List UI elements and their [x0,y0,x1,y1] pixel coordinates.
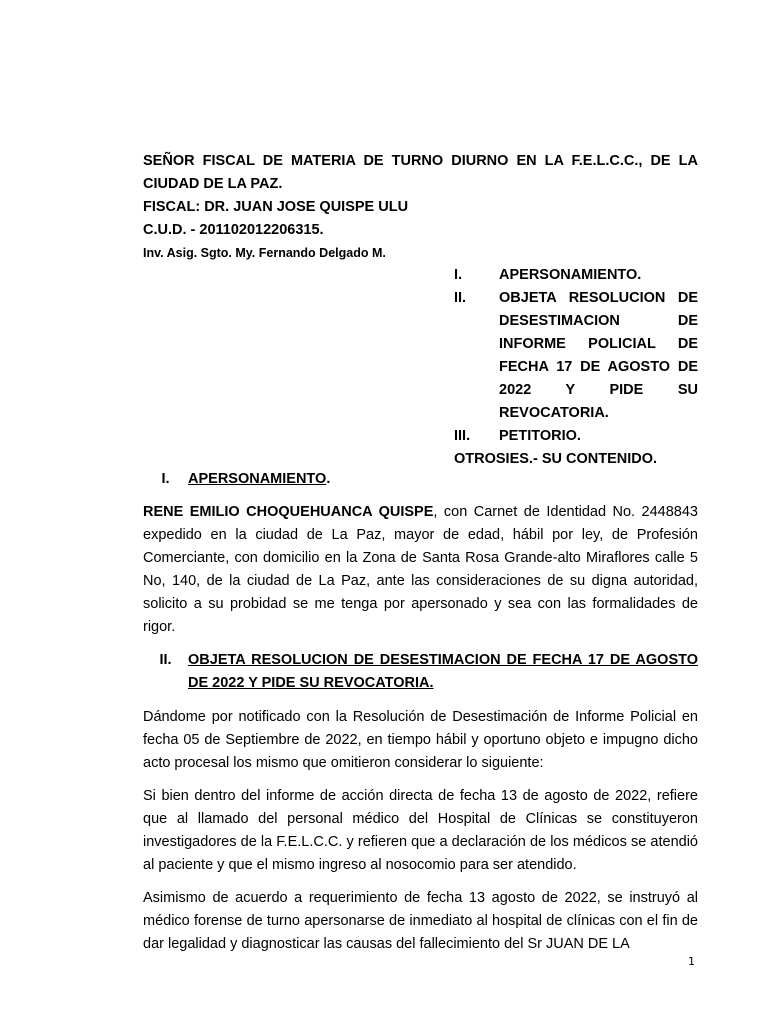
paragraph-apersonamiento [143,501,698,639]
section-title-wrap: APERSONAMIENTO. [188,471,331,487]
section-number: I. [161,471,170,487]
paragraph-informe: Si bien dentro del informe de acción directa de fecha 13 de agosto de 2022, refiere que al llamado del personal médico del Hospital de Clínicas se constituyeron investigadores de la F.E.L.C.C. y refieren que a declaración de los médicos se atendió al paciente y que el mismo ingreso al nosocomio para ser atendido. [143,788,698,873]
otrosies-line: OTROSIES.- SU CONTENIDO. [454,451,658,467]
investigator-line: Inv. Asig. Sgto. My. Fernando Delgado M. [143,246,386,260]
paragraph-notificado: Dándome por notificado con la Resolución de Desestimación de Informe Policial en fecha 05 de Septiembre de 2022, en tiempo hábil y oportuno objeto e impugno dicho acto procesal los mismo que omitieron considerar lo siguiente: [143,709,698,771]
cud-number: C.U.D. - 201102012206315. [143,222,324,238]
summary-item-text: PETITORIO. [499,428,581,444]
summary-item [454,287,698,425]
summary-item-number: III. [454,428,471,444]
section-heading-objeta [143,649,698,695]
addressee-line-2: CIUDAD DE LA PAZ. [143,176,283,192]
addressee-line-1: SEÑOR FISCAL DE MATERIA DE TURNO DIURNO EN LA F.E.L.C.C., DE LA [143,153,698,169]
section-title: OBJETA RESOLUCION DE DESESTIMACION DE FECHA 17 DE AGOSTO DE 2022 Y PIDE SU REVOCATORIA. [188,652,698,691]
summary-item-text: APERSONAMIENTO. [499,267,642,283]
petitioner-name: RENE EMILIO CHOQUEHUANCA QUISPE [143,504,434,520]
fiscal-name: FISCAL: DR. JUAN JOSE QUISPE ULU [143,199,409,215]
section-title: APERSONAMIENTO [188,471,327,487]
section-number: II. [159,652,172,668]
paragraph-text: , con Carnet de Identidad No. 2448843 expedido en la ciudad de La Paz, mayor de edad, hábil por ley, de Profesión Comerciante, con domicilio en la Zona de Santa Rosa Grande-alto Miraflores calle 5 No, 140, de la ciudad de La Paz, ante las consideraciones de su digna autoridad, solicito a su probidad se me tenga por apersonado y sea con las formalidades de rigor. [143,504,698,635]
summary-item [454,264,698,287]
summary-item [454,425,698,448]
summary-item-number: II. [454,290,467,306]
summary-item-number: I. [454,267,463,283]
section-heading-apersonamiento [143,468,698,491]
page-number: 1 [688,955,695,968]
document-header [143,150,698,265]
paragraph-requerimiento: Asimismo de acuerdo a requerimiento de fecha 13 agosto de 2022, se instruyó al médico forense de turno apersonarse de inmediato al hospital de clínicas con el fin de dar legalidad y diagnosticar las causas del fallecimiento del Sr JUAN DE LA [143,890,698,952]
document-summary [454,264,698,471]
summary-item-text: OBJETA RESOLUCION DE DESESTIMACION DE INFORME POLICIAL DE FECHA 17 DE AGOSTO DE 2022 Y PIDE SU REVOCATORIA. [499,290,698,421]
